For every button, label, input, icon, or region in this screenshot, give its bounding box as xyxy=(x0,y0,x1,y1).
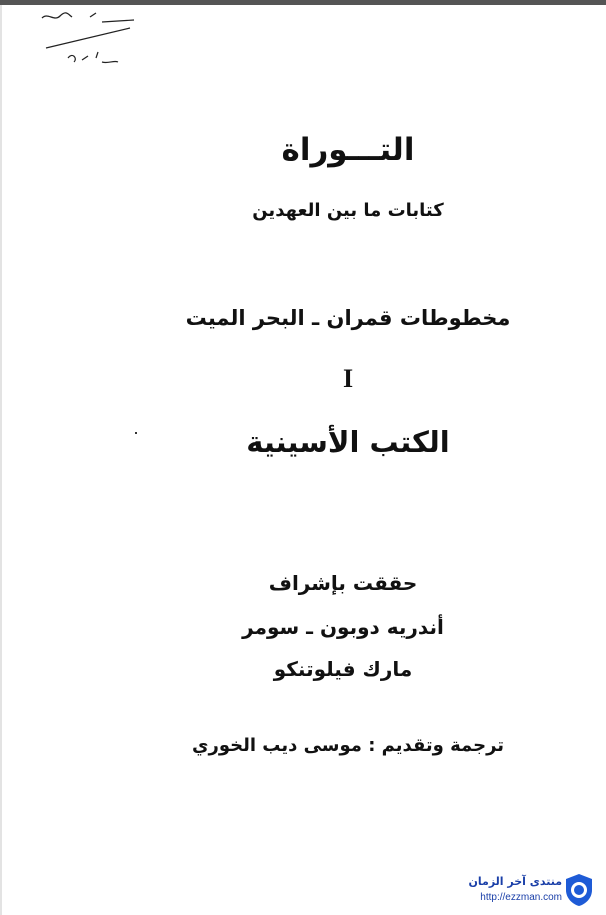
editor-name: مارك فيلوتنكو xyxy=(273,657,413,681)
scan-top-border xyxy=(0,0,606,5)
editor-name: أندريه دوبون ـ سومر xyxy=(242,615,444,639)
handwritten-scribble-icon xyxy=(38,8,143,70)
volume-title: الكتب الأسينية xyxy=(246,425,450,459)
scan-speck xyxy=(135,432,137,434)
watermark-forum-name: منتدى آخر الزمان xyxy=(468,875,562,888)
editors-label: حققت بإشراف xyxy=(268,571,418,595)
document-subtitle: كتابات ما بين العهدين xyxy=(252,200,444,221)
shield-logo-icon xyxy=(564,873,594,907)
collection-title: مخطوطات قمران ـ البحر الميت xyxy=(185,306,511,330)
watermark-url[interactable]: http://ezzman.com xyxy=(480,892,562,903)
translator-line: ترجمة وتقديم : موسى ديب الخوري xyxy=(191,735,505,756)
volume-number: I xyxy=(342,364,354,393)
document-title: التـــوراة xyxy=(281,132,415,168)
